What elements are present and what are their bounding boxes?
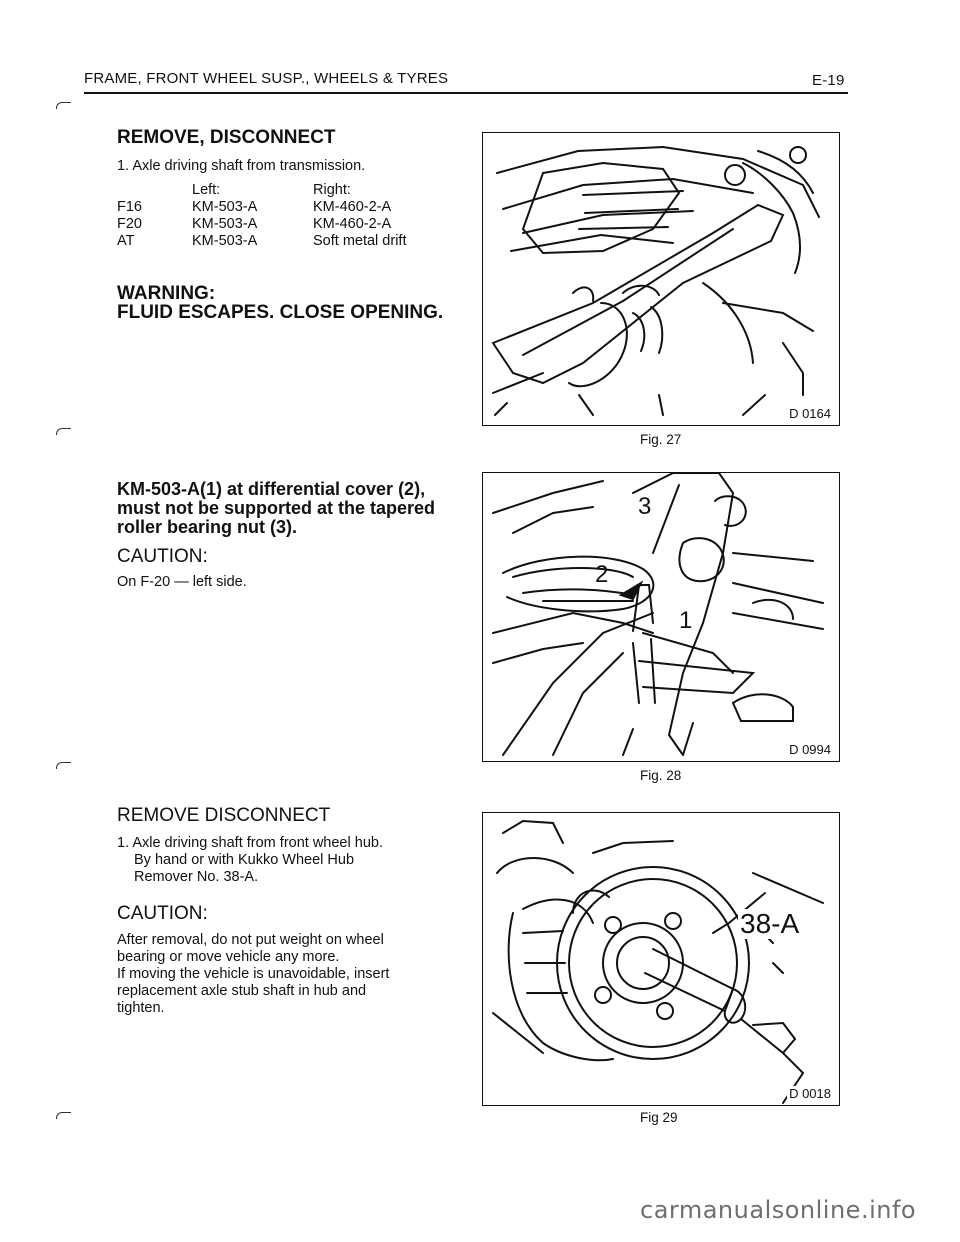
caution-line: replacement axle stub shaft in hub and	[117, 983, 367, 999]
caution-line: tighten.	[117, 1000, 165, 1016]
warning-text: FLUID ESCAPES. CLOSE OPENING.	[117, 302, 444, 323]
page-header-title: FRAME, FRONT WHEEL SUSP., WHEELS & TYRES	[84, 70, 449, 87]
table-cell-model: F16	[117, 199, 142, 215]
margin-mark	[56, 428, 71, 435]
page-number: E-19	[812, 72, 845, 89]
figure-29-wheel-hub-remover-illustration	[482, 812, 840, 1106]
caution-line: If moving the vehicle is unavoidable, insert	[117, 966, 390, 982]
section-heading-remove-disconnect: REMOVE, DISCONNECT	[117, 127, 336, 148]
step-line: By hand or with Kukko Wheel Hub	[134, 852, 355, 868]
watermark-text[interactable]: carmanualsonline.info	[640, 1196, 917, 1224]
figure-code: D 0018	[789, 1086, 831, 1101]
table-header-left: Left:	[192, 182, 221, 198]
section-heading-remove-disconnect-2: REMOVE DISCONNECT	[117, 805, 331, 826]
margin-mark	[56, 102, 71, 109]
figure-caption: Fig 29	[640, 1110, 678, 1125]
step-line: Remover No. 38-A.	[134, 869, 259, 885]
caution-label: CAUTION:	[117, 546, 208, 567]
caution-line: bearing or move vehicle any more.	[117, 949, 340, 965]
table-cell-left: KM-503-A	[192, 216, 258, 232]
table-cell-right: Soft metal drift	[313, 233, 407, 249]
table-cell-left: KM-503-A	[192, 199, 258, 215]
table-cell-model: AT	[117, 233, 135, 249]
margin-mark	[56, 1112, 71, 1119]
callout-38a: 38-A	[740, 908, 800, 939]
step-line: 1. Axle driving shaft from front wheel hub.	[117, 835, 383, 851]
warning-label: WARNING:	[117, 283, 216, 304]
note-line: must not be supported at the tapered	[117, 498, 436, 518]
table-cell-right: KM-460-2-A	[313, 216, 392, 232]
table-cell-model: F20	[117, 216, 142, 232]
header-rule	[84, 92, 848, 94]
callout-3: 3	[638, 493, 652, 520]
figure-28-differential-cover-illustration	[482, 472, 840, 762]
caution-label-2: CAUTION:	[117, 903, 208, 924]
table-cell-left: KM-503-A	[192, 233, 258, 249]
figure-code: D 0994	[789, 742, 831, 757]
table-cell-right: KM-460-2-A	[313, 199, 392, 215]
callout-1: 1	[679, 607, 693, 634]
callout-2: 2	[595, 561, 609, 588]
table-header-right: Right:	[313, 182, 351, 198]
margin-mark	[56, 762, 71, 769]
caution-text: On F-20 — left side.	[117, 574, 247, 590]
figure-27-drive-shaft-illustration	[482, 132, 840, 426]
note-line: roller bearing nut (3).	[117, 517, 298, 537]
figure-code: D 0164	[789, 406, 831, 421]
figure-caption: Fig. 27	[640, 432, 682, 447]
figure-caption: Fig. 28	[640, 768, 682, 783]
step-text: 1. Axle driving shaft from transmission.	[117, 158, 366, 174]
caution-line: After removal, do not put weight on wheel	[117, 932, 384, 948]
note-line: KM-503-A(1) at differential cover (2),	[117, 479, 426, 499]
